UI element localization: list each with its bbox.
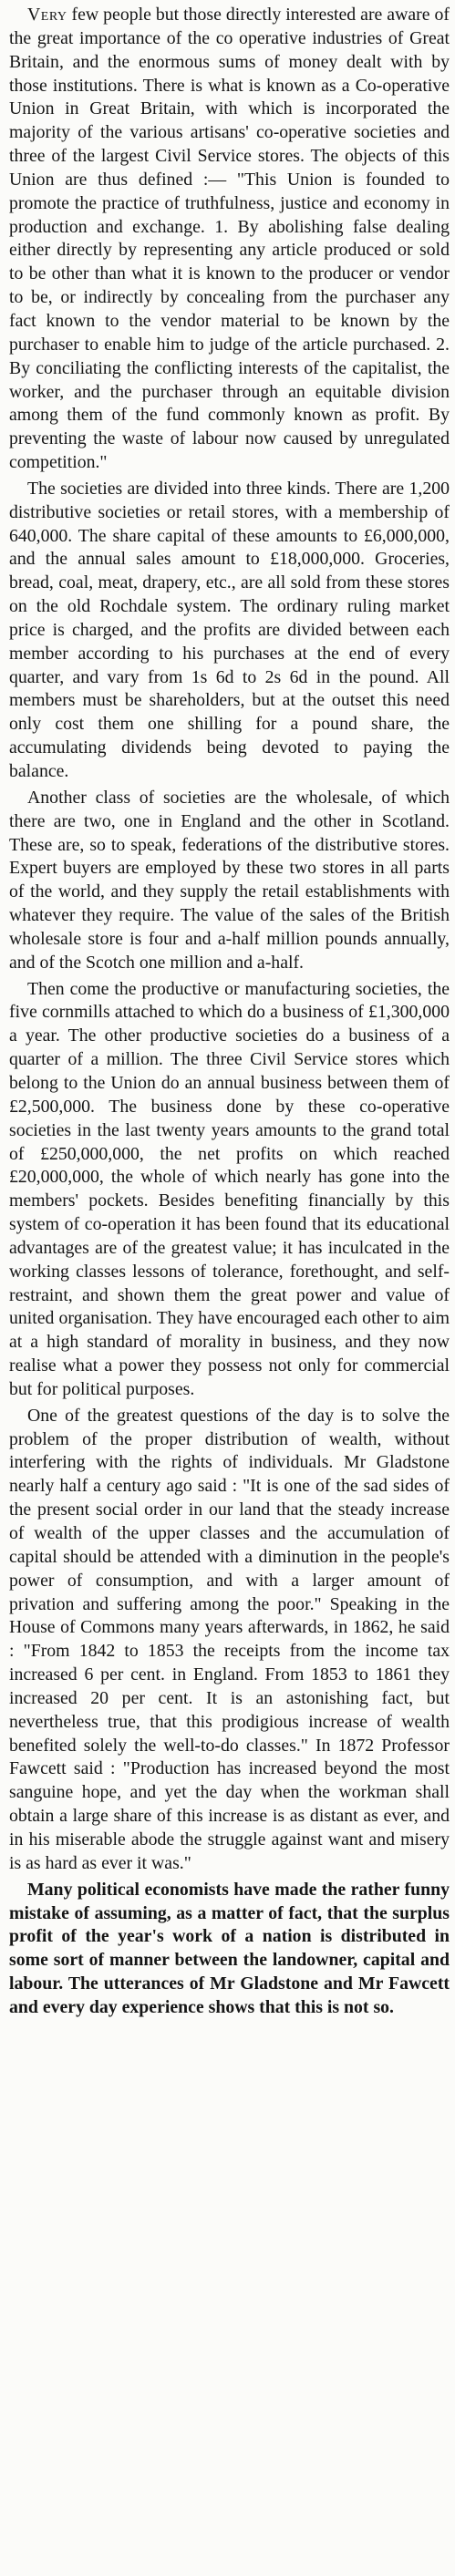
paragraph-6: Many political economists have made the rather funny mistake of assuming, as a matter of fact, that the surplus profit of the year's work of a nation is distributed in some sort of manner between the landowner, capital and labour. The utterances of Mr Gladstone and Mr Fawcett and every day experience shows that this is not so. [9, 1879, 450, 2017]
paragraph-1 [9, 4, 450, 475]
paragraph-5: One of the greatest questions of the day is to solve the problem of the proper distribution of wealth, without interfering with the rights of individuals. Mr Gladstone nearly half a century ago said : "It is one of the sad sides of the present social order in our land that the steady increase of wealth of the upper classes and the accumulation of capital should be attended with a diminution in the people's power of consumption, and with a larger amount of privation and suffering among the poor." Speaking in the House of Commons many years afterwards, in 1862, he said : "From 1842 to 1853 the receipts from the income tax increased 6 per cent. in England. From 1853 to 1861 they increased 20 per cent. It is an astonishing fact, but nevertheless true, that this prodigious increase of wealth benefited solely the well-to-do classes." In 1872 Professor Fawcett said : "Production has increased beyond the most sanguine hope, and yet the day when the workman shall obtain a large share of this increase is as distant as ever, and in his miserable abode the struggle against want and misery is as hard as ever it was." [9, 1405, 450, 1873]
paragraph-1-text: few people but those directly interested are aware of the great importance of the co operative industries of Great Britain, and the enormous sums of money dealt with by those institutions. There is what is known as a Co-operative Union in Great Britain, with which is incorporated the majority of the various artisans' co-operative societies and three of the largest Civil Service stores. The objects of this Union are thus defined :— "This Union is founded to promote the practice of truthfulness, justice and economy in production and exchange. 1. By abolishing false dealing either directly by representing any article produced or sold to be other than what it is known to the producer or vendor to be, or indirectly by concealing from the purchaser any fact known to the vendor material to be known by the purchaser to enable him to judge of the article purchased. 2. By conciliating the conflicting interests of the capitalist, the worker, and the purchaser through an equitable division among them of the fund commonly known as profit. By preventing the waste of labour now caused by unregulated competition." [9, 5, 450, 473]
paragraph-3: Another class of societies are the wholesale, of which there are two, one in England and the other in Scotland. These are, so to speak, federations of the distributive stores. Expert buyers are employed by these two stores in all parts of the world, and they supply the retail establishments with whatever they require. The value of the sales of the British wholesale store is four and a-half million pounds annually, and of the Scotch one million and a-half. [9, 787, 450, 973]
paragraph-4: Then come the productive or manufacturing societies, the five cornmills attached to which do a business of £1,300,000 a year. The other productive societies do a business of a quarter of a million. The three Civil Service stores which belong to the Union do an annual business between them of £2,500,000. The business done by these co-operative societies in the last twenty years amounts to the grand total of £250,000,000, the net profits on which reached £20,000,000, the whole of which nearly has gone into the members' pockets. Besides benefiting financially by this system of co-operation it has been found that its educational advantages are of the greatest value; it has inculcated in the working classes lessons of tolerance, forethought, and self-restraint, and shown them the great power and value of united organisation. They have encouraged each other to aim at a high standard of morality in business, and they now realise what a power they possess not only for commercial but for political purposes. [9, 978, 450, 1399]
opening-word: Very [27, 5, 67, 25]
paragraph-2: The societies are divided into three kinds. There are 1,200 distributive societies or retail stores, with a membership of 640,000. The share capital of these amounts to £6,000,000, and the annual sales amount to £18,000,000. Groceries, bread, coal, meat, drapery, etc., are all sold from these stores on the old Rochdale system. The ordinary ruling market price is charged, and the profits are divided between each member according to his purchases at the end of every quarter, and vary from 1s 6d to 2s 6d in the pound. All members must be shareholders, but at the outset this need only cost them one shilling for a pound share, the accumulating dividends being devoted to paying the balance. [9, 478, 450, 781]
article-column [9, 4, 450, 2020]
